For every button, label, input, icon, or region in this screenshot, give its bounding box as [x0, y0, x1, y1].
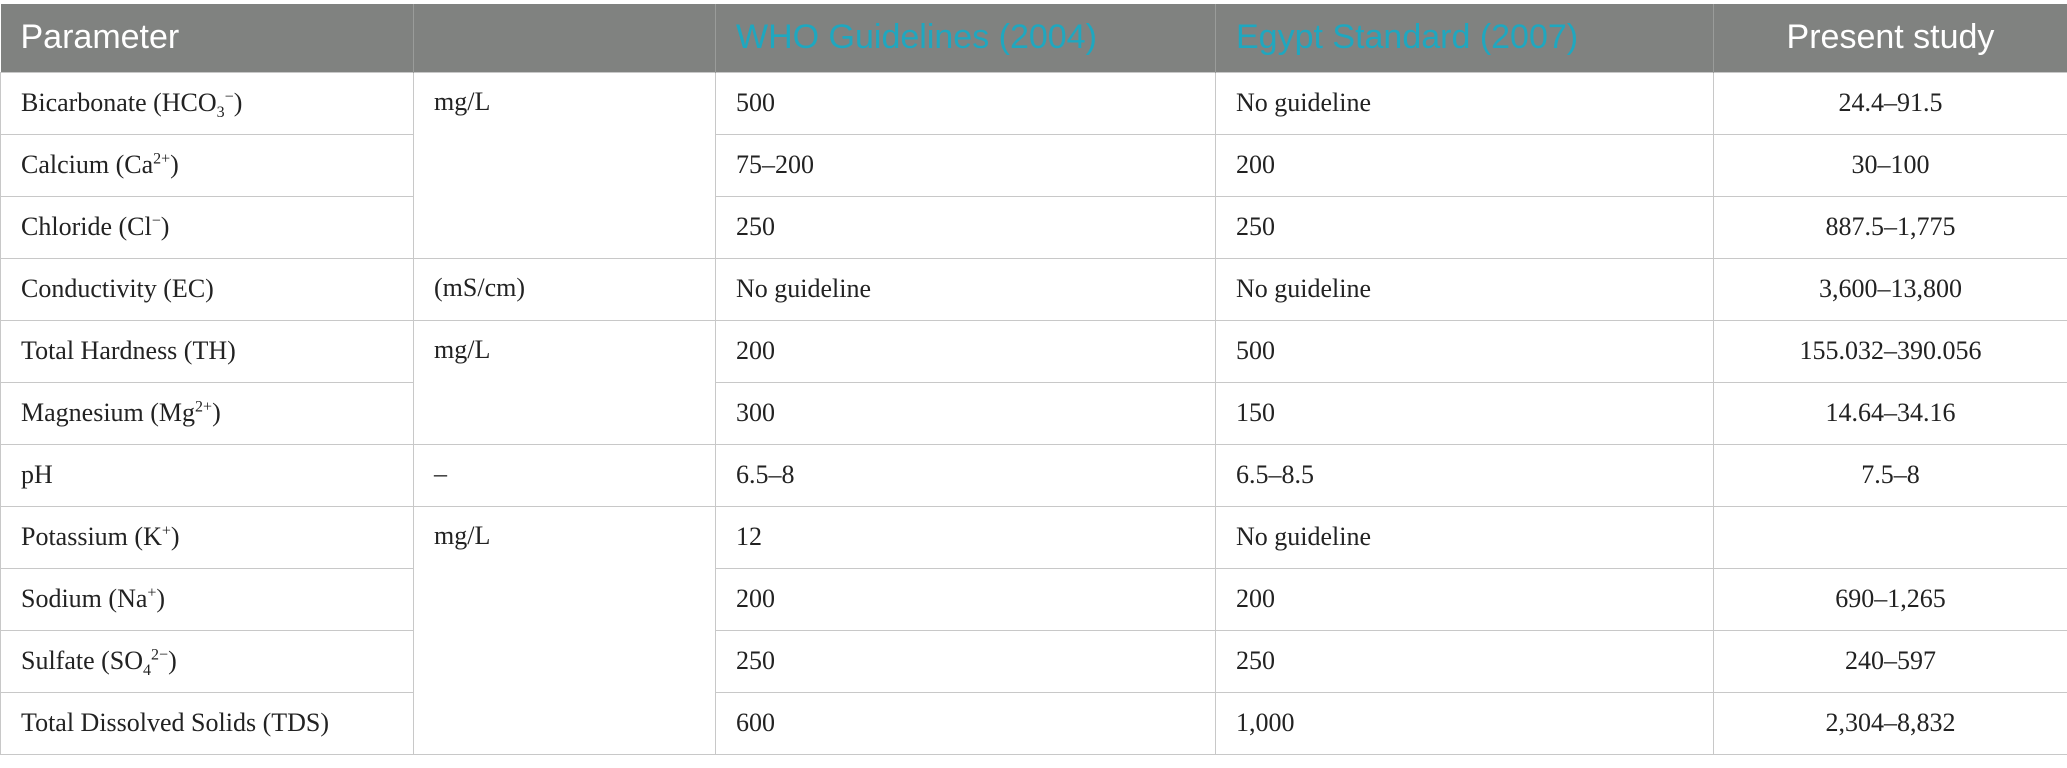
- cell-unit: mg/L: [414, 72, 716, 258]
- cell-unit: mg/L: [414, 506, 716, 754]
- cell-who: 300: [716, 382, 1216, 444]
- cell-present: 155.032–390.056: [1714, 320, 2067, 382]
- cell-egypt: No guideline: [1216, 506, 1714, 568]
- header-unit: [414, 4, 716, 72]
- table-row: [1, 196, 2067, 258]
- header-who-link[interactable]: WHO Guidelines (2004): [716, 4, 1216, 72]
- water-quality-table: [0, 4, 2067, 755]
- cell-egypt: 250: [1216, 630, 1714, 692]
- cell-parameter: Total Dissolved Solids (TDS): [1, 692, 414, 754]
- table-row: [1, 444, 2067, 506]
- header-egypt-link[interactable]: Egypt Standard (2007): [1216, 4, 1714, 72]
- cell-unit: mg/L: [414, 320, 716, 444]
- cell-parameter: Conductivity (EC): [1, 258, 414, 320]
- table-row: [1, 382, 2067, 444]
- cell-who: 500: [716, 72, 1216, 134]
- cell-unit: (mS/cm): [414, 258, 716, 320]
- cell-parameter: Sodium (Na+): [1, 568, 414, 630]
- cell-present: 887.5–1,775: [1714, 196, 2067, 258]
- table-body: [1, 72, 2067, 754]
- table-row: [1, 692, 2067, 754]
- table-row: [1, 320, 2067, 382]
- cell-parameter: pH: [1, 444, 414, 506]
- table-row: [1, 134, 2067, 196]
- cell-parameter: Potassium (K+): [1, 506, 414, 568]
- cell-parameter: Bicarbonate $(HCO_3^-)$: [1, 72, 414, 134]
- cell-present: 240–597: [1714, 630, 2067, 692]
- cell-present: 14.64–34.16: [1714, 382, 2067, 444]
- header-parameter: Parameter: [1, 4, 414, 72]
- cell-present: 7.5–8: [1714, 444, 2067, 506]
- cell-who: 200: [716, 568, 1216, 630]
- cell-egypt: No guideline: [1216, 258, 1714, 320]
- cell-egypt: 200: [1216, 568, 1714, 630]
- cell-who: No guideline: [716, 258, 1216, 320]
- cell-parameter: Sulfate $(SO_4^{2-})$: [1, 630, 414, 692]
- table-row: [1, 506, 2067, 568]
- cell-who: 75–200: [716, 134, 1216, 196]
- cell-unit: –: [414, 444, 716, 506]
- cell-who: 200: [716, 320, 1216, 382]
- cell-egypt: 6.5–8.5: [1216, 444, 1714, 506]
- cell-who: 6.5–8: [716, 444, 1216, 506]
- cell-present: 30–100: [1714, 134, 2067, 196]
- cell-present: 690–1,265: [1714, 568, 2067, 630]
- cell-parameter: Calcium $(Ca^{2+})$: [1, 134, 414, 196]
- cell-egypt: 500: [1216, 320, 1714, 382]
- cell-present: 3,600–13,800: [1714, 258, 2067, 320]
- table-header: [1, 4, 2067, 72]
- cell-parameter: Total Hardness (TH): [1, 320, 414, 382]
- header-row: [1, 4, 2067, 72]
- table-row: [1, 568, 2067, 630]
- cell-who: 250: [716, 630, 1216, 692]
- cell-who: 250: [716, 196, 1216, 258]
- table-row: [1, 258, 2067, 320]
- cell-egypt: 200: [1216, 134, 1714, 196]
- cell-egypt: 250: [1216, 196, 1714, 258]
- cell-present: 24.4–91.5: [1714, 72, 2067, 134]
- cell-egypt: 150: [1216, 382, 1714, 444]
- cell-parameter: Magnesium $(Mg^{2+})$: [1, 382, 414, 444]
- cell-present: 2,304–8,832: [1714, 692, 2067, 754]
- cell-egypt: No guideline: [1216, 72, 1714, 134]
- cell-parameter: Chloride (Cl−): [1, 196, 414, 258]
- cell-who: 600: [716, 692, 1216, 754]
- table-row: [1, 630, 2067, 692]
- cell-present: [1714, 506, 2067, 568]
- cell-egypt: 1,000: [1216, 692, 1714, 754]
- cell-who: 12: [716, 506, 1216, 568]
- header-present-study: Present study: [1714, 4, 2067, 72]
- table-row: [1, 72, 2067, 134]
